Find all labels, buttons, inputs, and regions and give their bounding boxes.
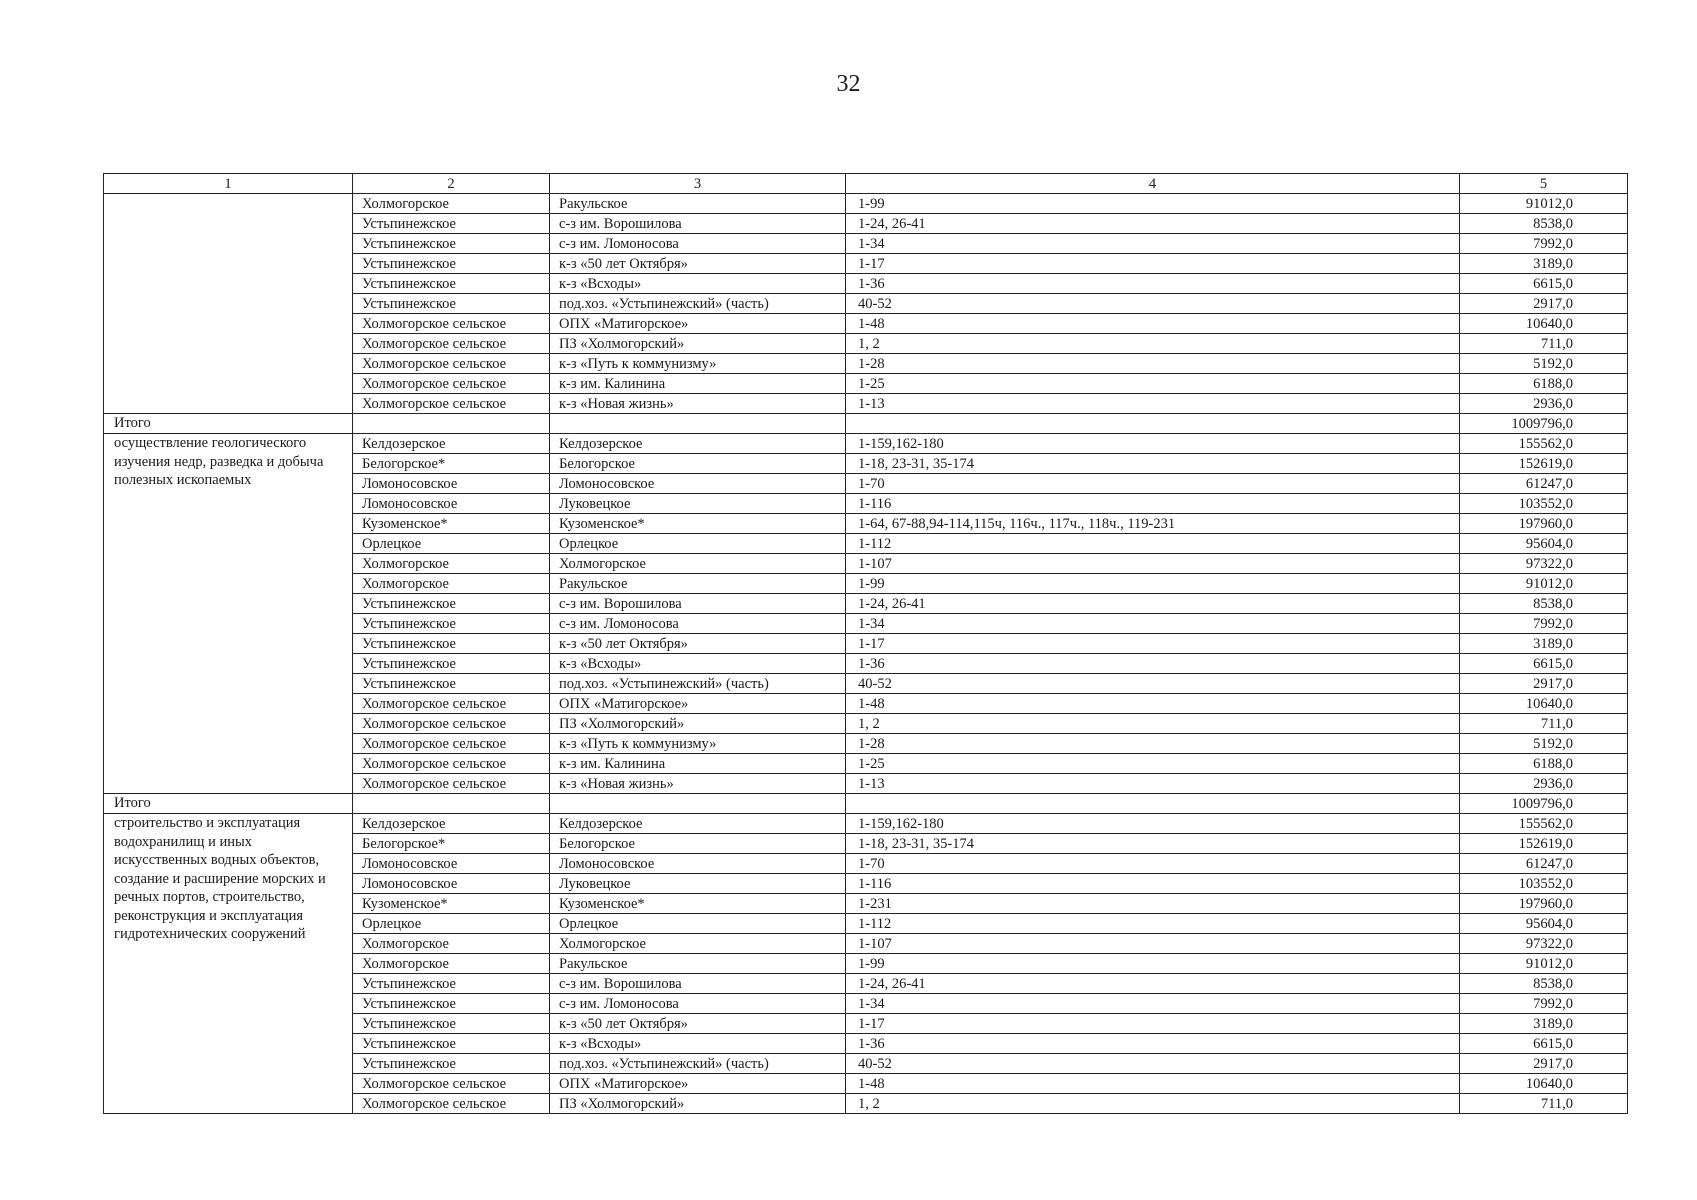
plots-cell: 1-231: [846, 894, 1460, 914]
area-cell: 61247,0: [1460, 474, 1628, 494]
section-label: строительство и эксплуатация водохранилищ и иных искусственных водных объектов, создание и расширение морских и речных портов, строительство, реконструкция и эксплуатация гидротехнических сооружений: [104, 814, 353, 1114]
plots-cell: 1-70: [846, 474, 1460, 494]
area-cell: 10640,0: [1460, 694, 1628, 714]
farm-cell: к-з «Новая жизнь»: [550, 394, 846, 414]
area-cell: 3189,0: [1460, 254, 1628, 274]
total-value: 1009796,0: [1460, 414, 1628, 434]
settlement-cell: Холмогорское сельское: [353, 734, 550, 754]
settlement-cell: Устьпинежское: [353, 634, 550, 654]
empty-cell: [353, 414, 550, 434]
plots-cell: 40-52: [846, 1054, 1460, 1074]
plots-cell: 1-17: [846, 254, 1460, 274]
settlement-cell: Устьпинежское: [353, 994, 550, 1014]
plots-cell: 1-24, 26-41: [846, 214, 1460, 234]
settlement-cell: Устьпинежское: [353, 1034, 550, 1054]
area-cell: 103552,0: [1460, 494, 1628, 514]
area-cell: 6615,0: [1460, 654, 1628, 674]
farm-cell: Холмогорское: [550, 934, 846, 954]
farm-cell: к-з «Новая жизнь»: [550, 774, 846, 794]
plots-cell: 1-34: [846, 994, 1460, 1014]
farm-cell: к-з «50 лет Октября»: [550, 1014, 846, 1034]
column-header: 1: [104, 174, 353, 194]
plots-cell: 1-99: [846, 194, 1460, 214]
plots-cell: 1-48: [846, 694, 1460, 714]
column-header: 4: [846, 174, 1460, 194]
settlement-cell: Орлецкое: [353, 534, 550, 554]
settlement-cell: Холмогорское сельское: [353, 774, 550, 794]
settlement-cell: Устьпинежское: [353, 594, 550, 614]
area-cell: 95604,0: [1460, 914, 1628, 934]
farm-cell: к-з им. Калинина: [550, 374, 846, 394]
area-cell: 8538,0: [1460, 594, 1628, 614]
area-cell: 7992,0: [1460, 994, 1628, 1014]
farm-cell: под.хоз. «Устьпинежский» (часть): [550, 294, 846, 314]
farm-cell: ПЗ «Холмогорский»: [550, 714, 846, 734]
area-cell: 6188,0: [1460, 754, 1628, 774]
settlement-cell: Холмогорское: [353, 954, 550, 974]
area-cell: 97322,0: [1460, 554, 1628, 574]
area-cell: 2917,0: [1460, 674, 1628, 694]
total-label: Итого: [104, 794, 353, 814]
area-cell: 7992,0: [1460, 614, 1628, 634]
plots-cell: 1-36: [846, 1034, 1460, 1054]
table-row: [104, 814, 1628, 834]
area-cell: 2917,0: [1460, 1054, 1628, 1074]
settlement-cell: Келдозерское: [353, 434, 550, 454]
plots-cell: 1, 2: [846, 334, 1460, 354]
farm-cell: к-з «Всходы»: [550, 1034, 846, 1054]
plots-cell: 1-70: [846, 854, 1460, 874]
farm-cell: Орлецкое: [550, 534, 846, 554]
settlement-cell: Холмогорское сельское: [353, 394, 550, 414]
settlement-cell: Холмогорское: [353, 934, 550, 954]
farm-cell: с-з им. Ворошилова: [550, 594, 846, 614]
area-cell: 8538,0: [1460, 214, 1628, 234]
settlement-cell: Холмогорское сельское: [353, 334, 550, 354]
column-header: 5: [1460, 174, 1628, 194]
table-header-row: [104, 174, 1628, 194]
plots-cell: 1-99: [846, 954, 1460, 974]
settlement-cell: Устьпинежское: [353, 974, 550, 994]
plots-cell: 1-112: [846, 914, 1460, 934]
farm-cell: ОПХ «Матигорское»: [550, 314, 846, 334]
plots-cell: 1, 2: [846, 714, 1460, 734]
farm-cell: под.хоз. «Устьпинежский» (часть): [550, 674, 846, 694]
farm-cell: к-з «Всходы»: [550, 274, 846, 294]
empty-cell: [353, 794, 550, 814]
plots-cell: 1, 2: [846, 1094, 1460, 1114]
empty-cell: [846, 794, 1460, 814]
plots-cell: 1-99: [846, 574, 1460, 594]
plots-cell: 1-36: [846, 654, 1460, 674]
area-cell: 197960,0: [1460, 514, 1628, 534]
area-cell: 91012,0: [1460, 954, 1628, 974]
empty-cell: [550, 794, 846, 814]
area-cell: 61247,0: [1460, 854, 1628, 874]
plots-cell: 1-107: [846, 934, 1460, 954]
farm-cell: Келдозерское: [550, 434, 846, 454]
plots-cell: 1-13: [846, 394, 1460, 414]
plots-cell: 1-13: [846, 774, 1460, 794]
settlement-cell: Ломоносовское: [353, 854, 550, 874]
area-cell: 10640,0: [1460, 314, 1628, 334]
area-cell: 95604,0: [1460, 534, 1628, 554]
plots-cell: 40-52: [846, 294, 1460, 314]
empty-cell: [846, 414, 1460, 434]
settlement-cell: Белогорское*: [353, 454, 550, 474]
area-cell: 2917,0: [1460, 294, 1628, 314]
main-table: [103, 173, 1628, 1114]
total-row: [104, 794, 1628, 814]
settlement-cell: Устьпинежское: [353, 254, 550, 274]
farm-cell: к-з им. Калинина: [550, 754, 846, 774]
farm-cell: ОПХ «Матигорское»: [550, 694, 846, 714]
area-cell: 711,0: [1460, 334, 1628, 354]
farm-cell: Ракульское: [550, 954, 846, 974]
farm-cell: ПЗ «Холмогорский»: [550, 334, 846, 354]
plots-cell: 1-17: [846, 634, 1460, 654]
settlement-cell: Ломоносовское: [353, 874, 550, 894]
plots-cell: 1-24, 26-41: [846, 974, 1460, 994]
farm-cell: к-з «50 лет Октября»: [550, 634, 846, 654]
area-cell: 711,0: [1460, 1094, 1628, 1114]
empty-cell: [550, 414, 846, 434]
area-cell: 91012,0: [1460, 574, 1628, 594]
plots-cell: 1-17: [846, 1014, 1460, 1034]
settlement-cell: Устьпинежское: [353, 674, 550, 694]
plots-cell: 1-18, 23-31, 35-174: [846, 454, 1460, 474]
farm-cell: к-з «Путь к коммунизму»: [550, 734, 846, 754]
settlement-cell: Устьпинежское: [353, 614, 550, 634]
plots-cell: 1-36: [846, 274, 1460, 294]
settlement-cell: Устьпинежское: [353, 234, 550, 254]
area-cell: 3189,0: [1460, 634, 1628, 654]
plots-cell: 1-116: [846, 874, 1460, 894]
farm-cell: Ракульское: [550, 194, 846, 214]
area-cell: 5192,0: [1460, 734, 1628, 754]
settlement-cell: Устьпинежское: [353, 1014, 550, 1034]
column-header: 2: [353, 174, 550, 194]
page-number: 32: [836, 71, 861, 97]
plots-cell: 1-28: [846, 354, 1460, 374]
settlement-cell: Келдозерское: [353, 814, 550, 834]
farm-cell: с-з им. Ворошилова: [550, 214, 846, 234]
farm-cell: Ломоносовское: [550, 474, 846, 494]
plots-cell: 1-112: [846, 534, 1460, 554]
settlement-cell: Холмогорское: [353, 194, 550, 214]
settlement-cell: Устьпинежское: [353, 1054, 550, 1074]
settlement-cell: Холмогорское сельское: [353, 754, 550, 774]
plots-cell: 40-52: [846, 674, 1460, 694]
plots-cell: 1-48: [846, 1074, 1460, 1094]
settlement-cell: Устьпинежское: [353, 214, 550, 234]
area-cell: 155562,0: [1460, 434, 1628, 454]
settlement-cell: Кузоменское*: [353, 514, 550, 534]
farm-cell: Холмогорское: [550, 554, 846, 574]
area-cell: 155562,0: [1460, 814, 1628, 834]
area-cell: 152619,0: [1460, 454, 1628, 474]
settlement-cell: Холмогорское сельское: [353, 714, 550, 734]
farm-cell: Ракульское: [550, 574, 846, 594]
plots-cell: 1-159,162-180: [846, 434, 1460, 454]
settlement-cell: Холмогорское: [353, 574, 550, 594]
plots-cell: 1-28: [846, 734, 1460, 754]
plots-cell: 1-64, 67-88,94-114,115ч, 116ч., 117ч., 118ч., 119-231: [846, 514, 1460, 534]
settlement-cell: Орлецкое: [353, 914, 550, 934]
table-body: [104, 194, 1628, 1114]
farm-cell: Кузоменское*: [550, 514, 846, 534]
total-label: Итого: [104, 414, 353, 434]
column-header: 3: [550, 174, 846, 194]
settlement-cell: Ломоносовское: [353, 494, 550, 514]
plots-cell: 1-25: [846, 754, 1460, 774]
plots-cell: 1-159,162-180: [846, 814, 1460, 834]
farm-cell: под.хоз. «Устьпинежский» (часть): [550, 1054, 846, 1074]
area-cell: 91012,0: [1460, 194, 1628, 214]
plots-cell: 1-25: [846, 374, 1460, 394]
farm-cell: Луковецкое: [550, 874, 846, 894]
farm-cell: ПЗ «Холмогорский»: [550, 1094, 846, 1114]
area-cell: 2936,0: [1460, 394, 1628, 414]
plots-cell: 1-18, 23-31, 35-174: [846, 834, 1460, 854]
farm-cell: Келдозерское: [550, 814, 846, 834]
farm-cell: Луковецкое: [550, 494, 846, 514]
farm-cell: с-з им. Ломоносова: [550, 614, 846, 634]
area-cell: 103552,0: [1460, 874, 1628, 894]
total-value: 1009796,0: [1460, 794, 1628, 814]
settlement-cell: Кузоменское*: [353, 894, 550, 914]
plots-cell: 1-107: [846, 554, 1460, 574]
section-label: [104, 194, 353, 414]
area-cell: 5192,0: [1460, 354, 1628, 374]
farm-cell: к-з «Всходы»: [550, 654, 846, 674]
farm-cell: Ломоносовское: [550, 854, 846, 874]
plots-cell: 1-116: [846, 494, 1460, 514]
section-label: осуществление геологического изучения недр, разведка и добыча полезных ископаемых: [104, 434, 353, 794]
area-cell: 711,0: [1460, 714, 1628, 734]
settlement-cell: Холмогорское сельское: [353, 374, 550, 394]
table-row: [104, 194, 1628, 214]
farm-cell: к-з «Путь к коммунизму»: [550, 354, 846, 374]
settlement-cell: Холмогорское сельское: [353, 694, 550, 714]
table-row: [104, 434, 1628, 454]
area-cell: 6188,0: [1460, 374, 1628, 394]
settlement-cell: Холмогорское сельское: [353, 314, 550, 334]
area-cell: 152619,0: [1460, 834, 1628, 854]
settlement-cell: Холмогорское сельское: [353, 1074, 550, 1094]
farm-cell: с-з им. Ломоносова: [550, 994, 846, 1014]
area-cell: 6615,0: [1460, 1034, 1628, 1054]
farm-cell: ОПХ «Матигорское»: [550, 1074, 846, 1094]
area-cell: 7992,0: [1460, 234, 1628, 254]
area-cell: 197960,0: [1460, 894, 1628, 914]
settlement-cell: Устьпинежское: [353, 294, 550, 314]
farm-cell: к-з «50 лет Октября»: [550, 254, 846, 274]
plots-cell: 1-34: [846, 234, 1460, 254]
settlement-cell: Холмогорское сельское: [353, 354, 550, 374]
farm-cell: Белогорское: [550, 454, 846, 474]
total-row: [104, 414, 1628, 434]
area-cell: 3189,0: [1460, 1014, 1628, 1034]
plots-cell: 1-34: [846, 614, 1460, 634]
area-cell: 6615,0: [1460, 274, 1628, 294]
plots-cell: 1-48: [846, 314, 1460, 334]
farm-cell: Кузоменское*: [550, 894, 846, 914]
plots-cell: 1-24, 26-41: [846, 594, 1460, 614]
area-cell: 8538,0: [1460, 974, 1628, 994]
farm-cell: Белогорское: [550, 834, 846, 854]
settlement-cell: Холмогорское сельское: [353, 1094, 550, 1114]
settlement-cell: Белогорское*: [353, 834, 550, 854]
settlement-cell: Ломоносовское: [353, 474, 550, 494]
settlement-cell: Устьпинежское: [353, 654, 550, 674]
area-cell: 97322,0: [1460, 934, 1628, 954]
farm-cell: с-з им. Ломоносова: [550, 234, 846, 254]
settlement-cell: Холмогорское: [353, 554, 550, 574]
area-cell: 10640,0: [1460, 1074, 1628, 1094]
farm-cell: Орлецкое: [550, 914, 846, 934]
farm-cell: с-з им. Ворошилова: [550, 974, 846, 994]
settlement-cell: Устьпинежское: [353, 274, 550, 294]
area-cell: 2936,0: [1460, 774, 1628, 794]
